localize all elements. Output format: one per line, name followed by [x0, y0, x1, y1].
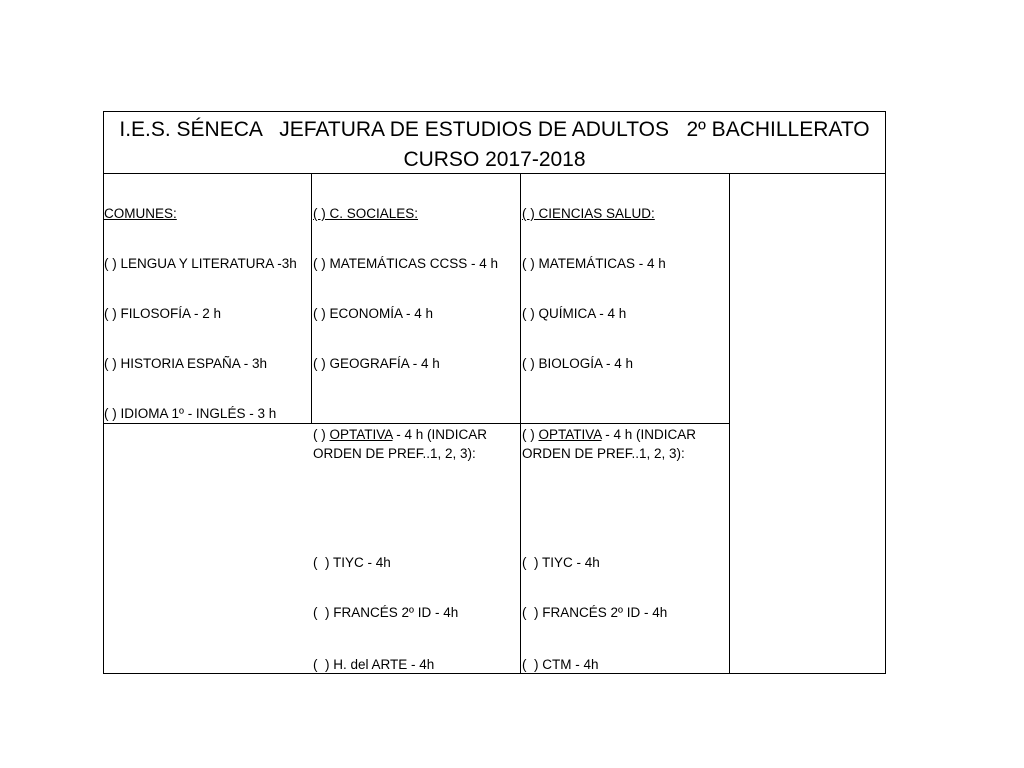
salud-item-biologia[interactable]: ( ) BIOLOGÍA - 4 h	[522, 356, 634, 371]
salud-optativa-prefix: ( )	[522, 427, 539, 442]
salud-header[interactable]: ( ) CIENCIAS SALUD:	[522, 206, 655, 221]
salud-option-ctm[interactable]: ( ) CTM - 4h	[522, 657, 599, 672]
salud-option-tiyc[interactable]: ( ) TIYC - 4h	[522, 555, 600, 570]
row-divider	[103, 423, 730, 424]
sociales-optativa	[313, 426, 487, 444]
enrollment-table	[103, 111, 886, 674]
sociales-optativa-suffix: - 4 h (INDICAR	[392, 427, 488, 442]
sociales-item-economia[interactable]: ( ) ECONOMÍA - 4 h	[313, 306, 434, 321]
salud-option-frances[interactable]: ( ) FRANCÉS 2º ID - 4h	[522, 605, 668, 620]
column-divider-1	[311, 173, 312, 424]
title-line-2: CURSO 2017-2018	[403, 148, 586, 171]
sociales-option-frances[interactable]: ( ) FRANCÉS 2º ID - 4h	[313, 605, 459, 620]
sociales-option-arte[interactable]: ( ) H. del ARTE - 4h	[313, 657, 435, 672]
salud-optativa-label: OPTATIVA	[538, 427, 602, 442]
title-line-1: I.E.S. SÉNECA JEFATURA DE ESTUDIOS DE ADULTOS 2º BACHILLERATO	[119, 118, 870, 141]
salud-optativa-line2: ORDEN DE PREF..1, 2, 3):	[522, 446, 685, 461]
comunes-item-historia[interactable]: ( ) HISTORIA ESPAÑA - 3h	[104, 356, 268, 371]
comunes-item-filosofia[interactable]: ( ) FILOSOFÍA - 2 h	[104, 306, 222, 321]
sociales-optativa-prefix: ( )	[313, 427, 330, 442]
table-title	[104, 112, 885, 174]
sociales-optativa-label: OPTATIVA	[329, 427, 393, 442]
sociales-optativa-line2: ORDEN DE PREF..1, 2, 3):	[313, 446, 476, 461]
comunes-item-lengua[interactable]: ( ) LENGUA Y LITERATURA -3h	[104, 256, 297, 271]
sociales-header[interactable]: ( ) C. SOCIALES:	[313, 206, 419, 221]
sociales-item-matematicas[interactable]: ( ) MATEMÁTICAS CCSS - 4 h	[313, 256, 499, 271]
comunes-header: COMUNES:	[104, 206, 177, 221]
comunes-item-idioma[interactable]: ( ) IDIOMA 1º - INGLÉS - 3 h	[104, 406, 277, 421]
sociales-option-tiyc[interactable]: ( ) TIYC - 4h	[313, 555, 391, 570]
salud-optativa	[522, 426, 696, 444]
salud-item-quimica[interactable]: ( ) QUÍMICA - 4 h	[522, 306, 627, 321]
salud-item-matematicas[interactable]: ( ) MATEMÁTICAS - 4 h	[522, 256, 666, 271]
salud-optativa-suffix: - 4 h (INDICAR	[601, 427, 697, 442]
sociales-item-geografia[interactable]: ( ) GEOGRAFÍA - 4 h	[313, 356, 440, 371]
